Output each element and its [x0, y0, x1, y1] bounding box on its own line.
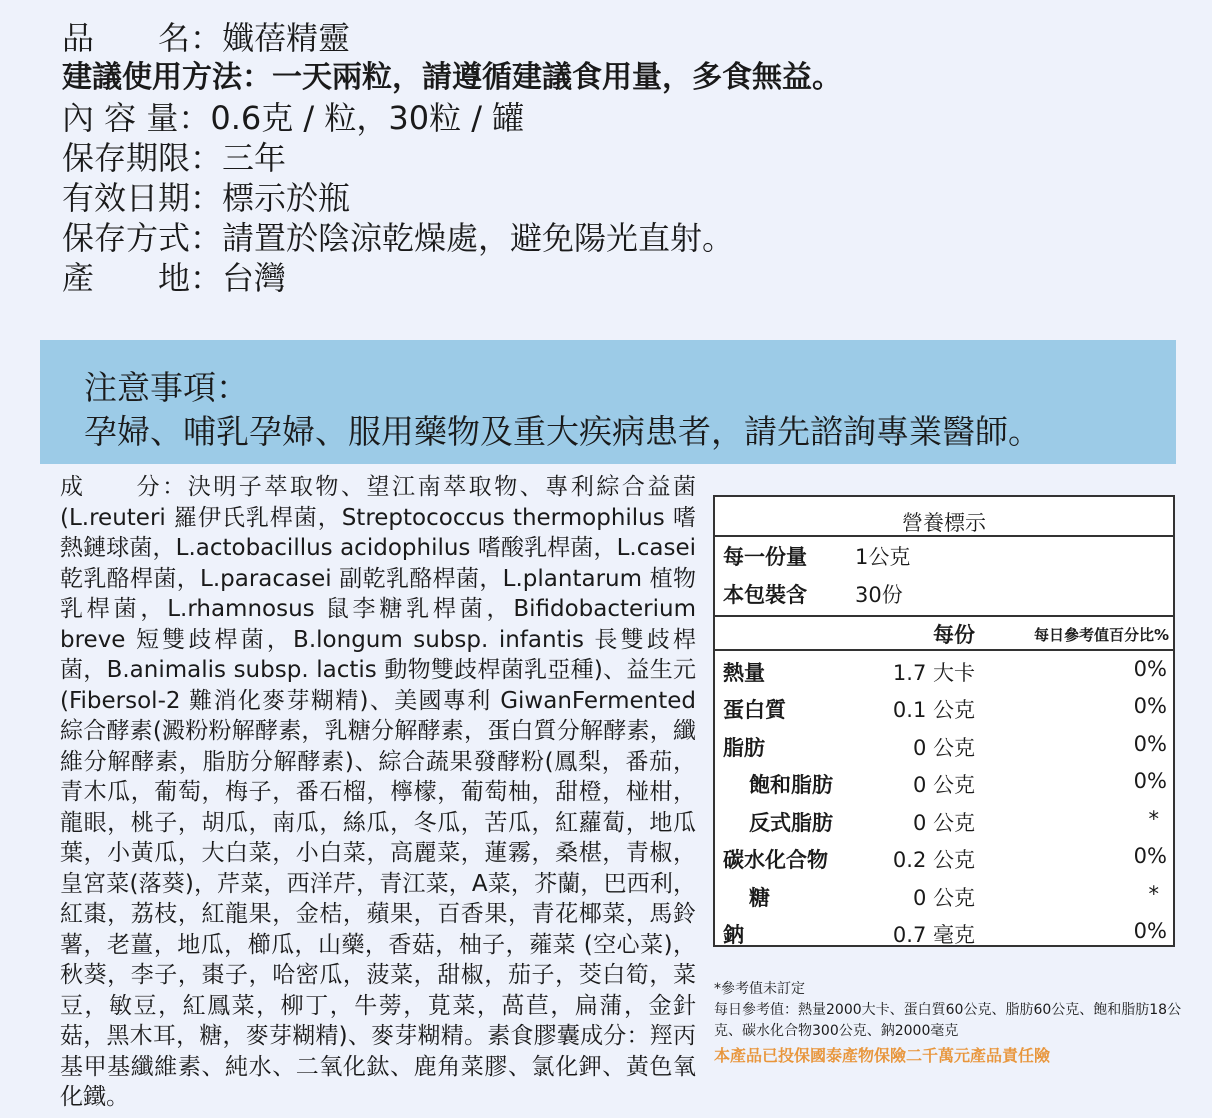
- nutrition-table: [713, 495, 1175, 947]
- caution-title: 注意事項：: [84, 368, 249, 407]
- usage-instructions: 建議使用方法：一天兩粒，請遵循建議食用量，多食無益。: [62, 60, 842, 95]
- divider: [715, 649, 1173, 651]
- product-info: [62, 18, 1182, 298]
- nutrient-name: 糖: [749, 886, 770, 910]
- storage-method: 保存方式：請置於陰涼乾燥處，避免陽光直射。: [62, 219, 735, 257]
- nutrient-value: 0 公克: [912, 736, 975, 760]
- product-name-label: 品 名：: [62, 19, 223, 57]
- nutrient-daily-value: 0%: [1133, 657, 1167, 681]
- caution-text: 孕婦、哺乳孕婦、服用藥物及重大疾病患者，請先諮詢專業醫師。: [84, 412, 1041, 451]
- insurance-note: 本產品已投保國泰產物保險二千萬元產品責任險: [714, 1046, 1051, 1065]
- nutrient-name: 熱量: [723, 661, 765, 685]
- product-name: 孅蓓精靈: [222, 19, 351, 57]
- serving-label: 每一份量: [723, 545, 807, 569]
- content-amount: 內 容 量：0.6克 / 粒，30粒 / 罐: [62, 99, 525, 137]
- nutrient-value: 0.7 毫克: [892, 923, 975, 947]
- nutrient-name: 碳水化合物: [723, 848, 828, 872]
- divider: [715, 535, 1173, 537]
- daily-reference-note: 每日參考值：熱量2000大卡、蛋白質60公克、脂肪60公克、飽和脂肪18公克、碳水化合物300公克、鈉2000毫克: [714, 1002, 1182, 1039]
- nutrient-value: 0.1 公克: [892, 698, 975, 722]
- ingredients-text: 成 分：決明子萃取物、望江南萃取物、專利綜合益菌(L.reuteri 羅伊氏乳桿菌，Streptococcus thermophilus 嗜熱鏈球菌，L.actobacillus acidophilus 嗜酸乳桿菌，L.casei 乾乳酪桿菌，L.paracasei 副乾乳酪桿菌，L.plantarum 植物乳桿菌，L.rhamnosus 鼠李糖乳桿菌，Bifidobacterium breve 短雙歧桿菌，B.longum subsp. infantis 長雙歧桿菌，B.animalis subsp. lactis 動物雙歧桿菌乳亞種)、益生元(Fibersol-2 難消化麥芽糊精)、美國專利 GiwanFermented綜合酵素(澱粉粉解酵素，乳糖分解酵素，蛋白質分解酵素，纖維分解酵素，脂肪分解酵素)、綜合蔬果發酵粉(鳳梨，番茄，青木瓜，葡萄，梅子，番石榴，檸檬，葡萄柚，甜橙，椪柑，龍眼，桃子，胡瓜，南瓜，絲瓜，冬瓜，苦瓜，紅蘿蔔，地瓜葉，小黃瓜，大白菜，小白菜，高麗菜，蓮霧，桑椹，青椒，皇宮菜(落葵)，芹菜，西洋芹，青江菜，A菜，芥蘭，巴西利，紅棗，荔枝，紅龍果，金桔，蘋果，百香果，青花椰菜，馬鈴薯，老薑，地瓜，櫛瓜，山藥，香菇，柚子，蕹菜 (空心菜)，秋葵，李子，棗子，哈密瓜，菠菜，甜椒，茄子，茭白筍，菜豆，敏豆，紅鳳菜，柳丁，牛蒡，莧菜，萵苣，扁蒲，金針菇，黑木耳，糖，麥芽糊精)、麥芽糊精。素食膠囊成分：羥丙基甲基纖維素、純水、二氧化鈦、鹿角菜膠、氯化鉀、黃色氧化鐵。: [60, 474, 696, 1110]
- nutrient-name: 反式脂肪: [749, 811, 833, 835]
- asterisk-note: *參考值未訂定: [714, 981, 805, 997]
- divider: [715, 615, 1173, 617]
- nutrient-value: 0 公克: [912, 886, 975, 910]
- nutrition-title-row: [715, 507, 1173, 537]
- nutrient-name: 飽和脂肪: [749, 773, 833, 797]
- nutrient-daily-value: 0%: [1133, 844, 1167, 868]
- package-value: 30份: [855, 583, 903, 607]
- package-row: [715, 579, 1173, 609]
- nutrient-name: 蛋白質: [723, 698, 786, 722]
- expiry-date: 有效日期：標示於瓶: [62, 179, 351, 217]
- nutrient-daily-value: 0%: [1133, 769, 1167, 793]
- nutrient-value: 0.2 公克: [892, 848, 975, 872]
- nutrient-daily-value: 0%: [1133, 694, 1167, 718]
- product-name-line: [62, 18, 1182, 58]
- caution-banner: [40, 340, 1176, 464]
- nutrient-name: 脂肪: [723, 736, 765, 760]
- nutrition-title: 營養標示: [902, 511, 986, 535]
- serving-row: [715, 541, 1173, 571]
- column-header-row: [715, 619, 1173, 649]
- nutrition-notes: [714, 979, 1184, 1070]
- nutrient-name: 鈉: [723, 923, 744, 947]
- nutrient-daily-value: *: [1148, 882, 1159, 906]
- package-label: 本包裝含: [723, 583, 807, 607]
- nutrient-daily-value: *: [1148, 807, 1159, 831]
- shelf-life: 保存期限：三年: [62, 139, 287, 177]
- nutrient-value: 0 公克: [912, 811, 975, 835]
- nutrient-daily-value: 0%: [1133, 732, 1167, 756]
- nutrient-value: 0 公克: [912, 773, 975, 797]
- nutrient-value: 1.7 大卡: [892, 661, 975, 685]
- origin: 產 地：台灣: [62, 259, 287, 297]
- nutrient-daily-value: 0%: [1133, 919, 1167, 943]
- daily-value-header: 每日參考值百分比%: [1033, 626, 1169, 644]
- per-serving-header: 每份: [933, 623, 975, 647]
- serving-value: 1公克: [855, 545, 911, 569]
